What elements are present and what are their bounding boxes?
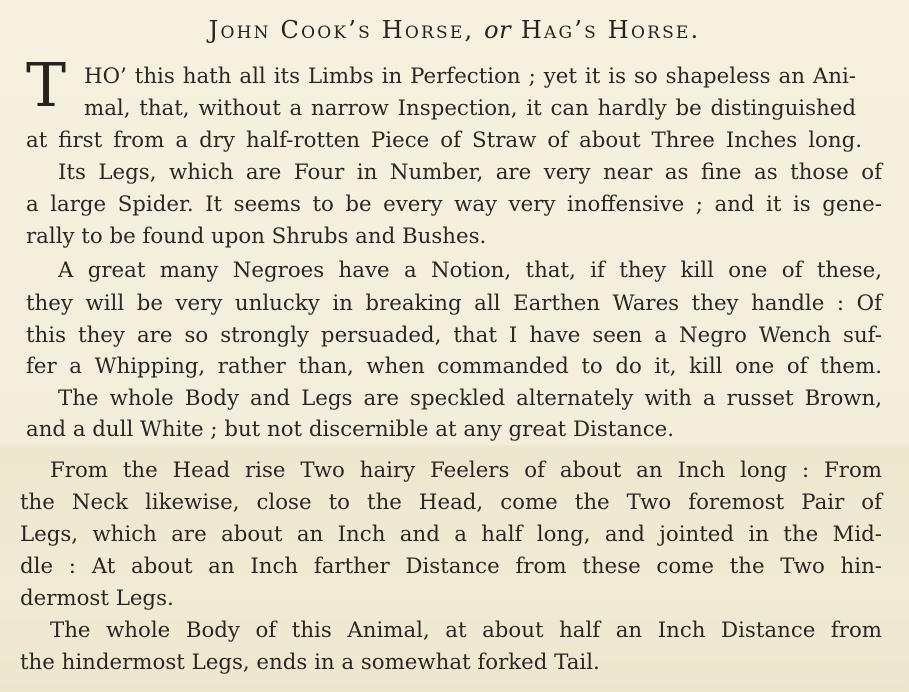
text-line: a large Spider. It seems to be every way very inoffensive ; and it is gene-: [26, 192, 882, 217]
text-line: HO’ this hath all its Limbs in Perfection ; yet it is so shapeless an Ani-: [84, 64, 856, 89]
text-line: fer a Whipping, rather than, when commanded to do it, kill one of them.: [26, 354, 882, 379]
text-line: they will be very unlucky in breaking all Earthen Wares they handle : Of: [26, 291, 882, 316]
text-line: the hindermost Legs, ends in a somewhat forked Tail.: [20, 650, 600, 675]
page-title: [0, 16, 909, 44]
text-line: the Neck likewise, close to the Head, come the Two foremost Pair of: [20, 490, 882, 515]
text-line: Its Legs, which are Four in Number, are very near as fine as those of: [58, 160, 882, 185]
text-line: mal, that, without a narrow Inspection, it can hardly be distinguished: [84, 96, 856, 121]
text-line: this they are so strongly persuaded, that I have seen a Negro Wench suf-: [26, 323, 882, 348]
title-part-1: John Cook’s Horse,: [208, 16, 475, 44]
text-line: A great many Negroes have a Notion, that, if they kill one of these,: [58, 258, 882, 283]
text-line: at first from a dry half-rotten Piece of Straw of about Three Inches long.: [26, 128, 862, 153]
text-line: The whole Body and Legs are speckled alternately with a russet Brown,: [58, 386, 882, 411]
title-or: or: [484, 16, 512, 44]
text-line: dermost Legs.: [20, 586, 174, 611]
text-line: and a dull White ; but not discernible at any great Distance.: [26, 417, 675, 442]
text-line: The whole Body of this Animal, at about half an Inch Distance from: [50, 618, 882, 643]
text-line: Legs, which are about an Inch and a half long, and jointed in the Mid-: [20, 522, 882, 547]
text-line: From the Head rise Two hairy Feelers of about an Inch long : From: [50, 458, 882, 483]
title-part-2: Hag’s Horse.: [520, 16, 701, 44]
text-line: dle : At about an Inch farther Distance from these come the Two hin-: [20, 554, 882, 579]
drop-cap: T: [26, 51, 67, 121]
text-line: rally to be found upon Shrubs and Bushes.: [26, 224, 487, 249]
